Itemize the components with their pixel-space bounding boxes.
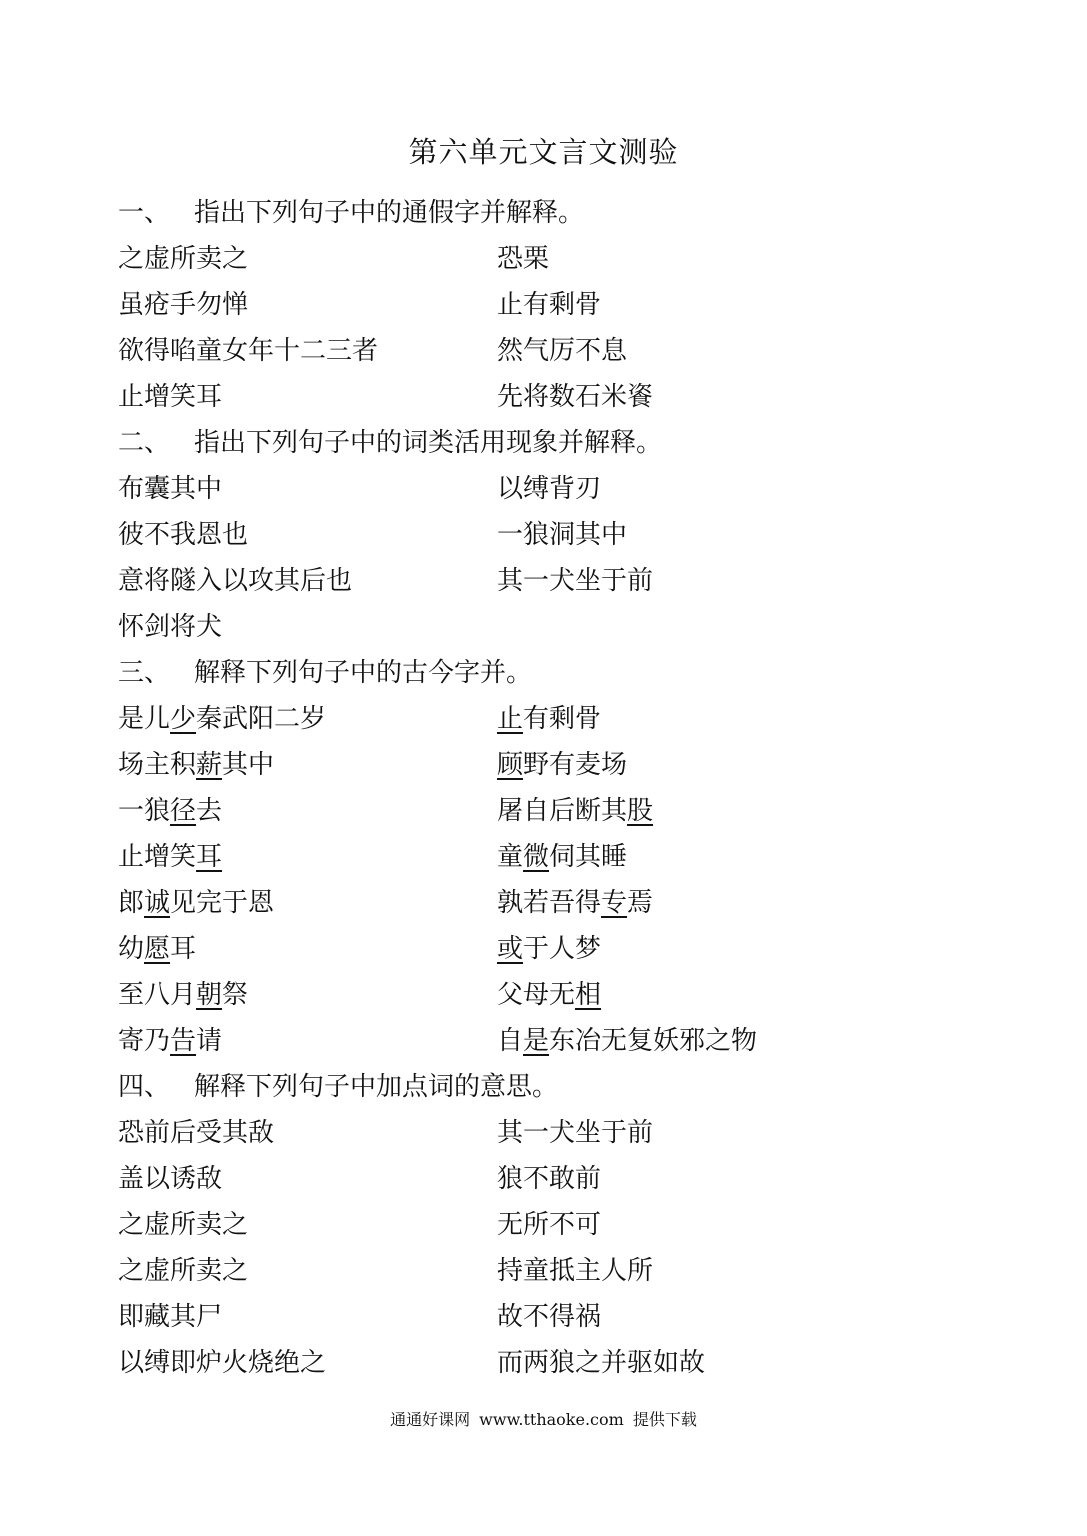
question-text: 一狼洞其中 xyxy=(497,520,628,550)
question-item-right xyxy=(497,696,601,742)
question-item-left xyxy=(118,1248,248,1294)
question-row xyxy=(118,374,1018,420)
question-row xyxy=(118,466,1018,512)
question-text: 耳 xyxy=(170,934,197,964)
question-text: 止增笑耳 xyxy=(118,382,223,412)
question-row xyxy=(118,696,1018,742)
underlined-character: 薪 xyxy=(196,750,223,780)
question-text: 虽疮手勿惮 xyxy=(118,290,249,320)
question-text: 而两狼之并驱如故 xyxy=(497,1348,706,1378)
question-row xyxy=(118,1110,1018,1156)
section-heading-text: 指出下列句子中的通假字并解释。 xyxy=(194,198,585,228)
question-text: 于人梦 xyxy=(523,934,602,964)
question-item-left xyxy=(118,374,222,420)
underlined-character: 耳 xyxy=(196,842,223,872)
question-item-left xyxy=(118,328,378,374)
question-item-left xyxy=(118,512,248,558)
question-text: 意将隧入以攻其后也 xyxy=(118,566,353,596)
section-heading-text: 解释下列句子中加点词的意思。 xyxy=(194,1072,559,1102)
question-item-right xyxy=(497,1156,601,1202)
question-row xyxy=(118,1202,1018,1248)
question-item-right xyxy=(497,1294,601,1340)
question-text: 童 xyxy=(497,842,524,872)
question-text: 孰若吾得 xyxy=(497,888,602,918)
question-text: 然气厉不息 xyxy=(497,336,628,366)
underlined-character: 诚 xyxy=(144,888,171,918)
question-item-left xyxy=(118,880,274,926)
question-item-right xyxy=(497,328,627,374)
question-item-left xyxy=(118,696,326,742)
question-text: 伺其睡 xyxy=(549,842,628,872)
question-item-right xyxy=(497,1340,705,1386)
question-item-right xyxy=(497,466,601,512)
question-item-right xyxy=(497,1248,653,1294)
underlined-character: 相 xyxy=(575,980,602,1010)
question-item-left xyxy=(118,466,222,512)
question-item-right xyxy=(497,972,601,1018)
question-item-left xyxy=(118,1340,326,1386)
question-text: 其一犬坐于前 xyxy=(497,1118,654,1148)
question-row xyxy=(118,926,1018,972)
section-heading xyxy=(118,1064,1018,1110)
question-text: 有剩骨 xyxy=(523,704,602,734)
question-text: 彼不我恩也 xyxy=(118,520,249,550)
section-heading xyxy=(118,190,1018,236)
question-item-right xyxy=(497,236,549,282)
question-text: 野有麦场 xyxy=(523,750,628,780)
question-item-left xyxy=(118,742,274,788)
question-text: 其一犬坐于前 xyxy=(497,566,654,596)
question-row xyxy=(118,558,1018,604)
section-number: 四、 xyxy=(118,1072,171,1102)
question-item-left xyxy=(118,1294,222,1340)
question-row xyxy=(118,880,1018,926)
question-text: 一狼 xyxy=(118,796,171,826)
question-text: 其中 xyxy=(222,750,275,780)
question-text: 之虚所卖之 xyxy=(118,1210,249,1240)
question-item-right xyxy=(497,374,653,420)
question-text: 盖以诱敌 xyxy=(118,1164,223,1194)
question-item-right xyxy=(497,834,627,880)
question-item-right xyxy=(497,512,627,558)
question-item-left xyxy=(118,282,248,328)
question-row xyxy=(118,972,1018,1018)
question-text: 自 xyxy=(497,1026,524,1056)
question-text: 祭 xyxy=(222,980,249,1010)
underlined-character: 微 xyxy=(523,842,550,872)
question-item-right xyxy=(497,558,653,604)
question-row xyxy=(118,1248,1018,1294)
question-text: 即藏其尸 xyxy=(118,1302,223,1332)
question-item-right xyxy=(497,880,653,926)
question-item-left xyxy=(118,1018,222,1064)
question-row xyxy=(118,328,1018,374)
question-text: 之虚所卖之 xyxy=(118,244,249,274)
question-item-left xyxy=(118,926,196,972)
underlined-character: 是 xyxy=(523,1026,550,1056)
question-item-left xyxy=(118,1156,222,1202)
question-row xyxy=(118,236,1018,282)
question-item-right xyxy=(497,282,601,328)
question-text: 止增笑 xyxy=(118,842,197,872)
question-text: 之虚所卖之 xyxy=(118,1256,249,1286)
section-number: 二、 xyxy=(118,428,171,458)
question-text: 至八月 xyxy=(118,980,197,1010)
question-text: 屠自后断其 xyxy=(497,796,628,826)
question-text: 场主积 xyxy=(118,750,197,780)
question-text: 怀剑将犬 xyxy=(118,612,223,642)
question-item-left xyxy=(118,788,222,834)
question-text: 秦武阳二岁 xyxy=(196,704,327,734)
question-item-left xyxy=(118,604,222,650)
question-text: 请 xyxy=(196,1026,223,1056)
question-text: 以缚即炉火烧绝之 xyxy=(118,1348,327,1378)
question-text: 郎 xyxy=(118,888,145,918)
document-body xyxy=(118,190,1018,1386)
underlined-character: 朝 xyxy=(196,980,223,1010)
question-item-left xyxy=(118,834,222,880)
section-number: 一、 xyxy=(118,198,171,228)
underlined-character: 专 xyxy=(601,888,628,918)
question-item-right xyxy=(497,1018,757,1064)
question-row xyxy=(118,742,1018,788)
question-text: 去 xyxy=(196,796,223,826)
question-text: 东冶无复妖邪之物 xyxy=(549,1026,758,1056)
question-item-right xyxy=(497,742,627,788)
question-row xyxy=(118,1018,1018,1064)
question-item-left xyxy=(118,1110,274,1156)
question-item-left xyxy=(118,236,248,282)
question-row xyxy=(118,604,1018,650)
underlined-character: 止 xyxy=(497,704,524,734)
question-row xyxy=(118,282,1018,328)
question-item-left xyxy=(118,972,248,1018)
question-text: 止有剩骨 xyxy=(497,290,602,320)
underlined-character: 径 xyxy=(170,796,197,826)
question-row xyxy=(118,1156,1018,1202)
question-text: 狼不敢前 xyxy=(497,1164,602,1194)
question-text: 布囊其中 xyxy=(118,474,223,504)
question-text: 恐栗 xyxy=(497,244,550,274)
underlined-character: 顾 xyxy=(497,750,524,780)
question-row xyxy=(118,1294,1018,1340)
underlined-character: 股 xyxy=(627,796,654,826)
question-item-left xyxy=(118,1202,248,1248)
question-text: 焉 xyxy=(627,888,654,918)
question-row xyxy=(118,1340,1018,1386)
document-title: 第六单元文言文测验 xyxy=(408,135,679,169)
question-text: 寄乃 xyxy=(118,1026,171,1056)
question-item-right xyxy=(497,788,653,834)
question-text: 恐前后受其敌 xyxy=(118,1118,275,1148)
underlined-character: 告 xyxy=(170,1026,197,1056)
question-item-right xyxy=(497,1202,601,1248)
underlined-character: 愿 xyxy=(144,934,171,964)
section-heading xyxy=(118,420,1018,466)
question-text: 幼 xyxy=(118,934,145,964)
section-heading-text: 解释下列句子中的古今字并。 xyxy=(194,658,533,688)
question-text: 持童抵主人所 xyxy=(497,1256,654,1286)
underlined-character: 或 xyxy=(497,934,524,964)
question-item-left xyxy=(118,558,352,604)
question-text: 以缚背刃 xyxy=(497,474,602,504)
section-number: 三、 xyxy=(118,658,171,688)
question-text: 见完于恩 xyxy=(170,888,275,918)
section-heading-text: 指出下列句子中的词类活用现象并解释。 xyxy=(194,428,663,458)
page-footer: 通通好课网 www.tthaoke.com 提供下载 xyxy=(390,1410,697,1429)
underlined-character: 少 xyxy=(170,704,197,734)
question-text: 欲得啗童女年十二三者 xyxy=(118,336,379,366)
question-text: 是儿 xyxy=(118,704,171,734)
question-text: 先将数石米餈 xyxy=(497,382,654,412)
question-row xyxy=(118,788,1018,834)
question-row xyxy=(118,834,1018,880)
question-item-right xyxy=(497,926,601,972)
question-text: 父母无 xyxy=(497,980,576,1010)
question-text: 无所不可 xyxy=(497,1210,602,1240)
question-text: 故不得祸 xyxy=(497,1302,602,1332)
question-item-right xyxy=(497,1110,653,1156)
question-row xyxy=(118,512,1018,558)
section-heading xyxy=(118,650,1018,696)
